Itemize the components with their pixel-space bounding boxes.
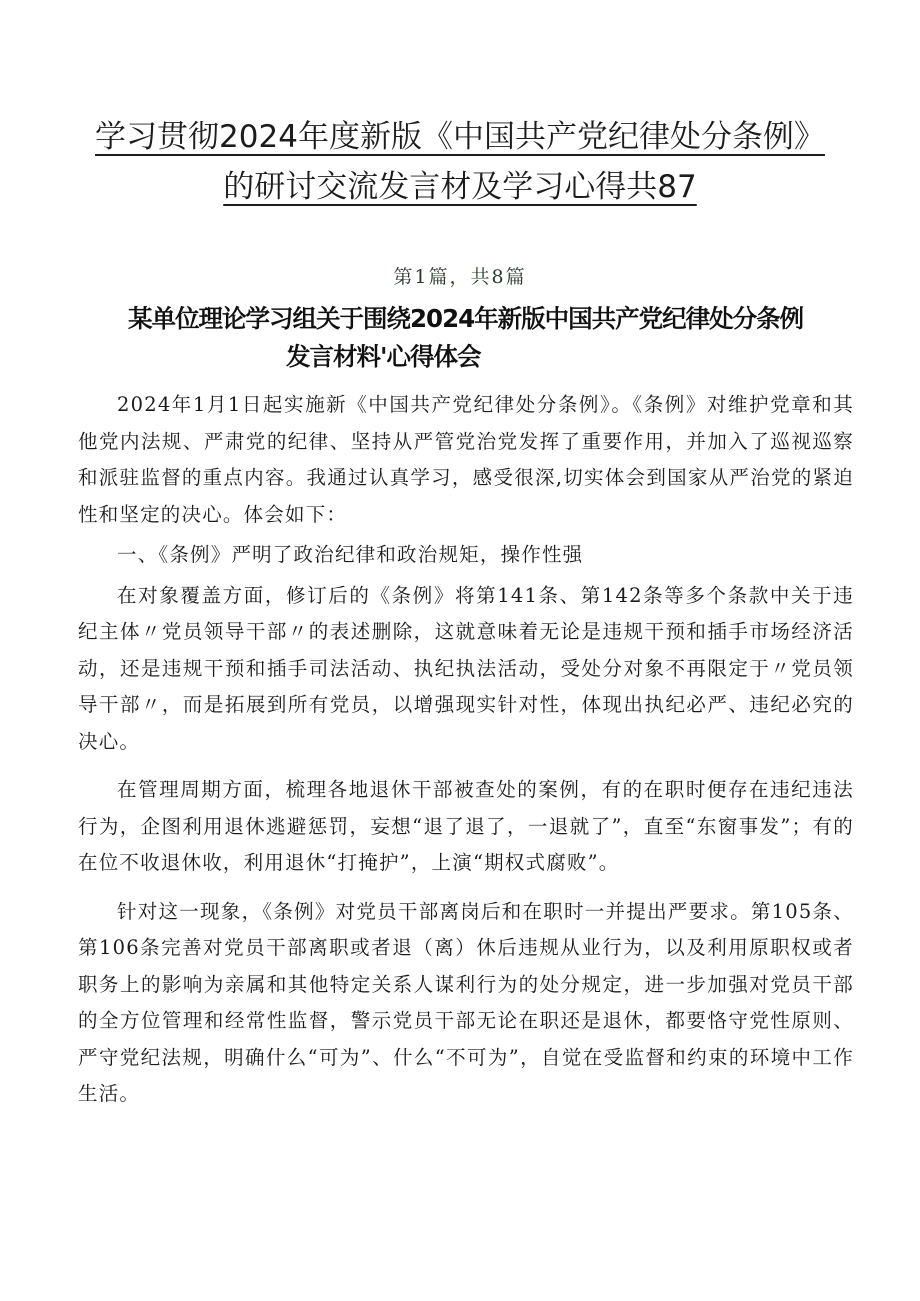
article-title-line-2: 发言材料'心得体会	[286, 342, 481, 371]
paragraph-intro: 2024年1月1日起实施新《中国共产党纪律处分条例》。《条例》对维护党章和其他党内法规、严肃党的纪律、坚持从严管党治党发挥了重要作用，并加入了巡视巡察和派驻监督的重点内容。我通过认真学习，感受很深,切实体会到国家从严治党的紧迫性和坚定的决心。体会如下：	[78, 393, 854, 526]
document-title-line-1: 学习贯彻2024年度新版《中国共产党纪律处分条例》	[95, 119, 825, 155]
paragraph-response: 针对这一现象，《条例》对党员干部离岗后和在职时一并提出严要求。第105条、第106条完善对党员干部离职或者退（离）休后违规从业行为，以及利用原职权或者职务上的影响为亲属和其他特定关系人谋利行为的处分规定，进一步加强对党员干部的全方位管理和经常性监督，警示党员干部无论在职还是退休，都要恪守党性原则、严守党纪法规，明确什么“可为”、什么“不可为”，自觉在受监督和约束的环境中工作生活。	[78, 899, 854, 1105]
document-title	[60, 112, 860, 212]
document-title-line-2: 的研讨交流发言材及学习心得共87	[223, 169, 697, 205]
paragraph-heading-1: 一、《条例》严明了政治纪律和政治规矩，操作性强	[117, 543, 584, 566]
paragraph-management-cycle: 在管理周期方面，梳理各地退休干部被查处的案例，有的在职时便存在违纪违法行为，企图利用退休逃避惩罚，妄想“退了退了，一退就了”，直至“东窗事发”；有的在位不收退休收，利用退休“打掩护”，上演“期权式腐败”。	[78, 778, 854, 874]
section-label: 第1篇，共8篇	[393, 266, 527, 288]
article-body	[78, 387, 854, 1117]
article-title-line-1: 某单位理论学习组关于围绕2024年新版中国共产党纪律处分条例	[128, 304, 804, 333]
article-title	[120, 300, 860, 376]
paragraph-object-coverage: 在对象覆盖方面，修订后的《条例》将第141条、第142条等多个条款中关于违纪主体〃党员领导干部〃的表述删除，这就意味着无论是违规干预和插手市场经济活动，还是违规干预和插手司法活动、执纪执法活动，受处分对象不再限定于〃党员领导干部〃，而是拓展到所有党员，以增强现实针对性，体现出执纪必严、违纪必究的决心。	[78, 583, 854, 753]
